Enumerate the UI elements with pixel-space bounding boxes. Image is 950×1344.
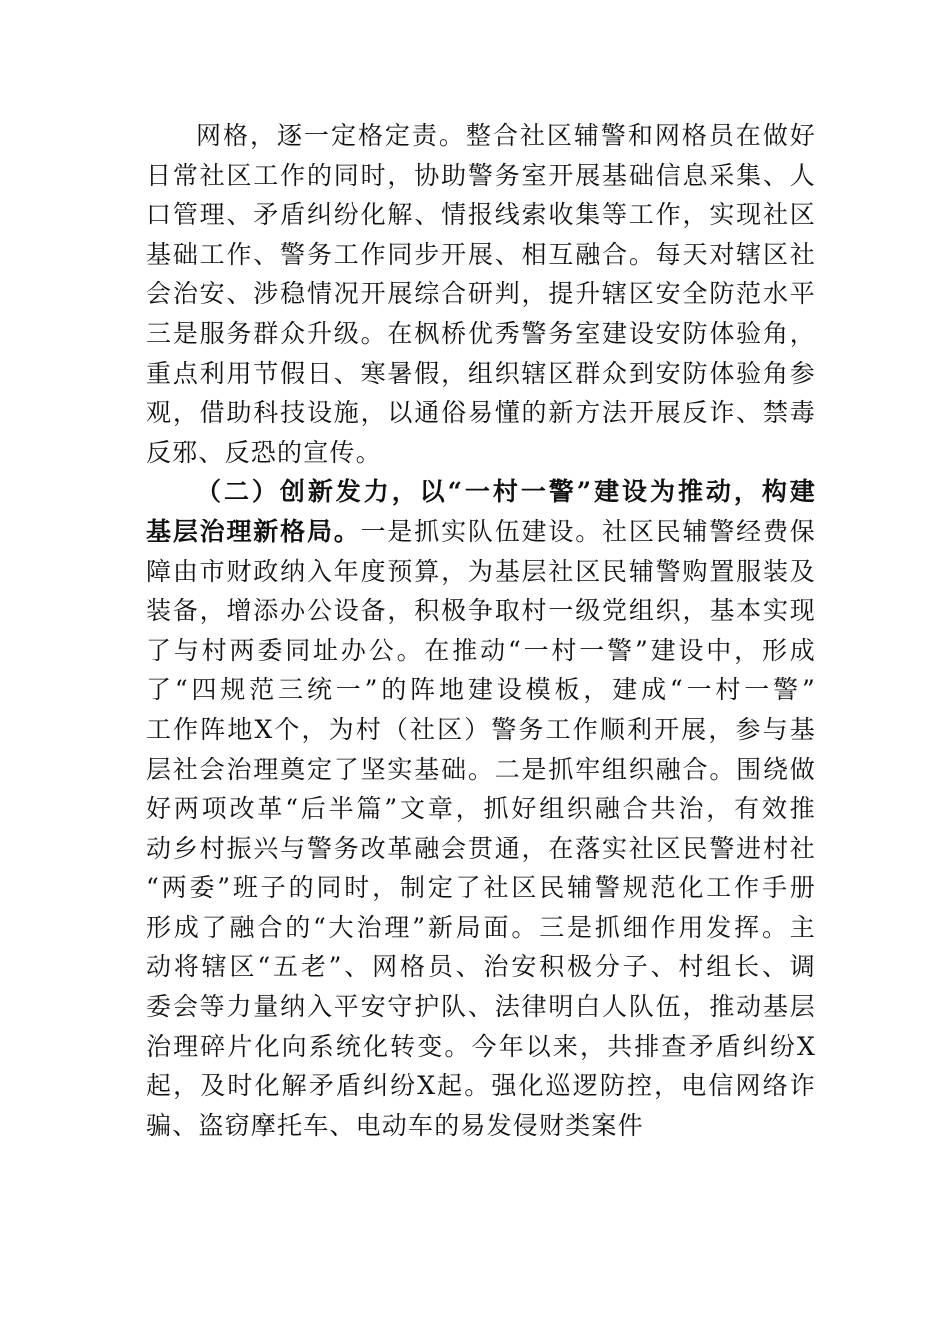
paragraph-line: 工作阵地X个，为村（社区）警务工作顺利开展，参与基	[146, 714, 816, 744]
paragraph-line: 障由市财政纳入年度预算，为基层社区民辅警购置服装及	[146, 556, 816, 586]
paragraph-line: 反邪、反恐的宣传。	[146, 437, 382, 467]
paragraph-line: 观，借助科技设施，以通俗易懂的新方法开展反诈、禁毒	[146, 398, 816, 428]
paragraph-line: 口管理、矛盾纠纷化解、情报线索收集等工作，实现社区	[146, 200, 816, 230]
paragraph-line: “两委”班子的同时，制定了社区民辅警规范化工作手册	[146, 873, 816, 903]
section-heading-line: （二）创新发力，以“一村一警”建设为推动，构建	[196, 477, 816, 507]
body-text	[146, 116, 816, 1145]
paragraph-line: 骗、盗窃摩托车、电动车的易发侵财类案件	[146, 1110, 644, 1140]
paragraph-line: 日常社区工作的同时，协助警务室开展基础信息采集、人	[146, 160, 816, 190]
paragraph-line: 动将辖区“五老”、网格员、治安积极分子、村组长、调	[146, 952, 816, 982]
paragraph-line: 网格，逐一定格定责。整合社区辅警和网格员在做好	[196, 121, 816, 150]
paragraph-line: 形成了融合的“大治理”新局面。三是抓细作用发挥。主	[146, 912, 816, 942]
paragraph-line: 装备，增添办公设备，积极争取村一级党组织，基本实现	[146, 596, 816, 626]
paragraph-line: 基础工作、警务工作同步开展、相互融合。每天对辖区社	[146, 239, 816, 269]
paragraph-line: 基层治理新格局。一是抓实队伍建设。社区民辅警经费保	[146, 516, 817, 546]
paragraph-line: 层社会治理奠定了坚实基础。二是抓牢组织融合。围绕做	[146, 754, 816, 784]
paragraph-line: 三是服务群众升级。在枫桥优秀警务室建设安防体验角，	[146, 318, 816, 348]
paragraph-line: 会治安、涉稳情况开展综合研判，提升辖区安全防范水平	[146, 279, 816, 309]
paragraph-line: 了“四规范三统一”的阵地建设模板，建成“一村一警”	[146, 675, 816, 705]
paragraph-line: 重点利用节假日、寒暑假，组织辖区群众到安防体验角参	[146, 358, 816, 388]
paragraph-line: 了与村两委同址办公。在推动“一村一警”建设中，形成	[146, 635, 816, 665]
paragraph-line: 委会等力量纳入平安守护队、法律明白人队伍，推动基层	[146, 992, 816, 1022]
paragraph-line: 动乡村振兴与警务改革融会贯通，在落实社区民警进村社	[146, 833, 816, 863]
paragraph-line: 治理碎片化向系统化转变。今年以来，共排查矛盾纠纷X	[146, 1031, 816, 1061]
section-heading-tail: 基层治理新格局。	[146, 516, 361, 546]
paragraph-line: 起，及时化解矛盾纠纷X起。强化巡逻防控，电信网络诈	[146, 1071, 816, 1101]
paragraph-line: 好两项改革“后半篇”文章，抓好组织融合共治，有效推	[146, 794, 816, 824]
